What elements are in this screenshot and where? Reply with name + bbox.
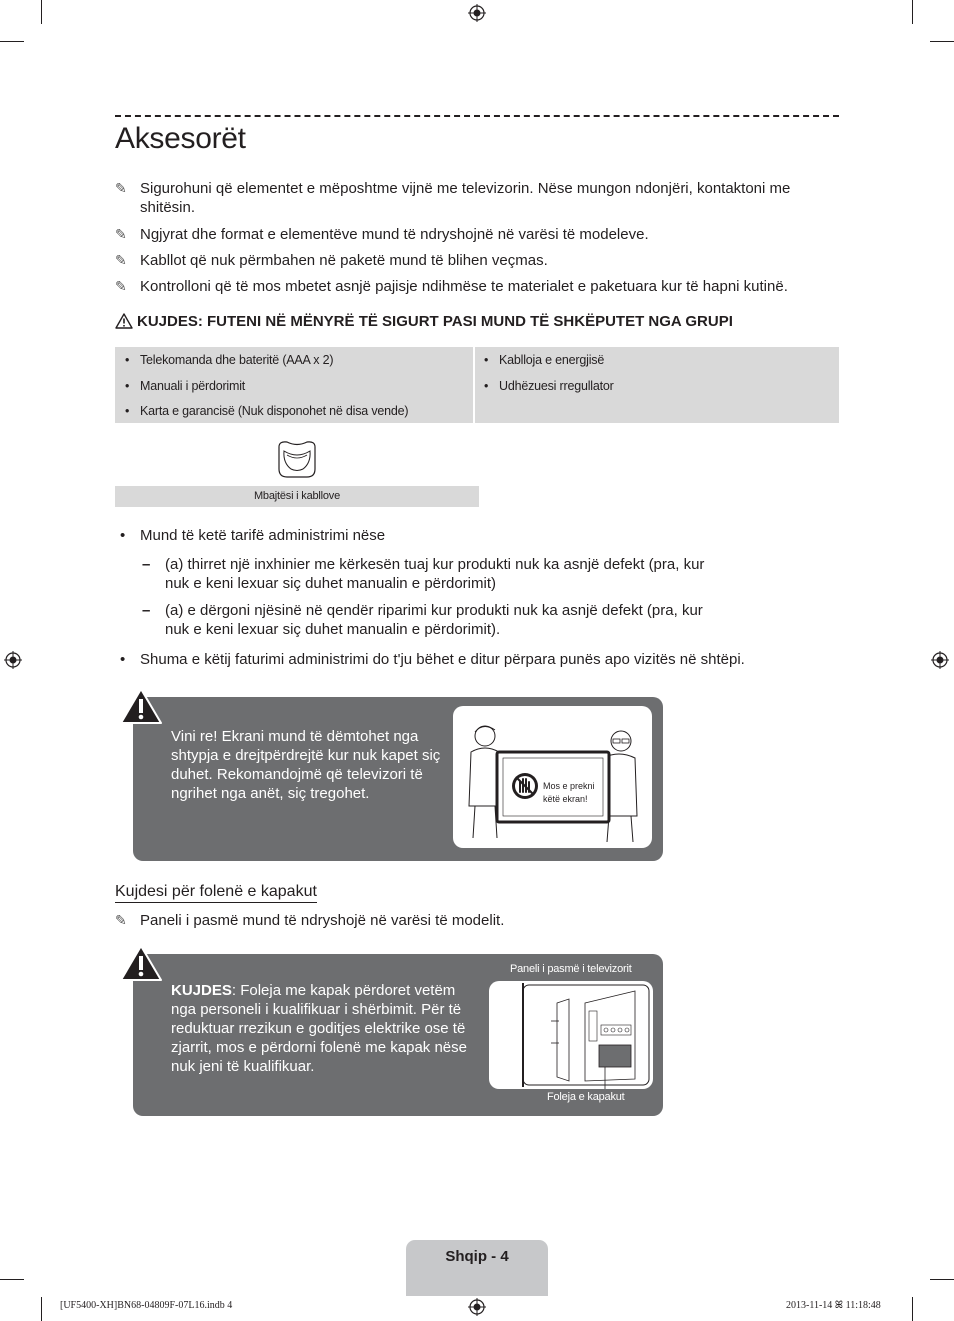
pencil-note-icon: ✎ [115,180,127,196]
accessory-item: • Karta e garancisë (Nuk disponohet në disa vende) [125,404,409,418]
cover-jack-warning-panel [133,954,663,1116]
crop-mark [0,41,24,42]
accessory-item: • Kablloja e energjisë [484,353,605,367]
warning-triangle-icon [118,686,164,726]
crop-mark [930,1279,954,1280]
crop-mark [912,0,913,24]
note-item [115,251,825,270]
note-item [115,911,825,930]
screen-warning-text: Vini re! Ekrani mund të dëmtohet nga shtypja e drejtpërdrejtë kur nuk kapet siç duhet. Rekomandojmë që televizori të ngrihet nga anët, siç tregohet. [171,728,441,802]
fee-case: – (a) thirret një inxhinier me kërkesën tuaj kur produkti nuk ka asnjë defekt (pra, kur nuk e keni lexuar siç duhet manualin e përdorimit) [142,556,705,592]
pencil-note-icon: ✎ [115,912,127,928]
cover-jack-warning-text: KUJDES: Foleja me kapak përdoret vetëm nga personeli i kualifikuar i shërbimit. Për të reduktuar rrezikun e goditjes elektrike ose të zjarrit, mos e përdorni folenë me kapak nëse nuk jeni të kualifikuar. [171,982,467,1075]
carry-tv-illustration [453,706,652,848]
crop-mark [930,41,954,42]
warning-triangle-icon [115,313,133,329]
note-item [115,225,825,244]
page-title: Aksesorët [115,122,246,155]
pencil-note-icon: ✎ [115,226,127,242]
accessory-item: • Manuali i përdorimit [125,379,246,393]
fee-notice: • Shuma e këtij faturimi administrimi do t'ju bëhet e ditur përpara punës apo vizitës në shtëpi. [120,651,745,668]
screen-sign-text: Mos e prekni këtë ekran! [543,781,595,804]
note-item [115,179,825,217]
accessory-item: • Udhëzuesi rregullator [484,379,614,393]
note-text: Sigurohuni që elementet e mëposhtme vijnë me televizorin. Nëse mungon ndonjëri, kontaktoni me shitësin. [140,180,791,216]
crop-mark [912,1297,913,1321]
crop-mark [0,1279,24,1280]
warning-label: KUJDES [171,982,232,999]
note-item [115,277,825,296]
holder-caption: Mbajtësi i kabllove [115,486,479,507]
footer-timestamp: 2013-11-14 ꕤ 11:18:48 [786,1300,881,1311]
accessories-box [115,347,839,423]
note-text: Ngjyrat dhe format e elementëve mund të ndryshojnë në varësi të modeleve. [140,226,649,243]
note-text: Kontrolloni që të mos mbetet asnjë pajisje ndihmëse te materialet e paketuara kur të hapni kutinë. [140,278,788,295]
cover-jack-label: Foleja e kapakut [547,1091,625,1103]
registration-mark-icon [4,651,22,669]
registration-mark-icon [468,1298,486,1316]
crop-mark [41,1297,42,1321]
fee-intro: • Mund të ketë tarifë administrimi nëse [120,527,386,544]
cable-holder-illustration [273,439,321,481]
page-number-tab [406,1240,548,1296]
pencil-note-icon: ✎ [115,278,127,294]
warning-triangle-icon [118,943,164,983]
registration-mark-icon [468,4,486,22]
caution-heading [115,313,733,330]
accessory-item: • Telekomanda dhe bateritë (AAA x 2) [125,353,334,367]
crop-mark [41,0,42,24]
registration-mark-icon [931,651,949,669]
section-rule [115,115,839,117]
screen-warning-panel [133,697,663,861]
rear-panel-label: Paneli i pasmë i televizorit [510,963,632,975]
page-number: Shqip - 4 [445,1248,509,1265]
tv-rear-panel [489,981,653,1089]
caution-heading-text: KUJDES: FUTENI NË MËNYRË TË SIGURT PASI MUND TË SHKËPUTET NGA GRUPI [137,313,733,330]
column-divider [473,347,475,423]
note-text: Kabllot që nuk përmbahen në paketë mund të blihen veçmas. [140,252,548,269]
subsection-title: Kujdesi për folenë e kapakut [115,883,317,903]
pencil-note-icon: ✎ [115,252,127,268]
rear-panel-illustration [489,981,653,1089]
footer-file-info: [UF5400-XH]BN68-04809F-07L16.indb 4 [60,1300,233,1311]
note-text: Paneli i pasmë mund të ndryshojë në varësi të modelit. [140,912,505,929]
fee-case: – (a) e dërgoni njësinë në qendër riparimi kur produkti nuk ka asnjë defekt (pra, kur nuk e keni lexuar siç duhet manualin e përdorimit). [142,602,703,638]
two-people-carrying-tv [453,706,652,848]
